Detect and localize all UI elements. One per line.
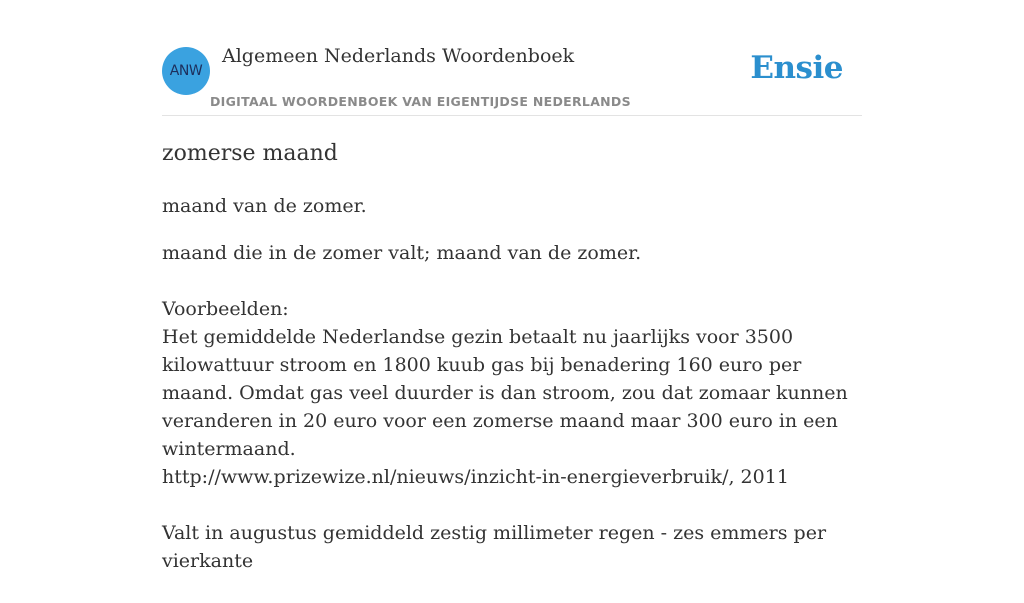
example-text: Het gemiddelde Nederlandse gezin betaalt nu jaarlijks voor 3500 kilowattuur stroom en 1800 kuub gas bij benadering 160 euro per maand. Omdat gas veel duurder is dan stroom, zou dat zomaar kunnen veranderen in 20 euro voor een zomerse maand maar 300 euro in een wintermaand. [162, 326, 848, 460]
main-container [162, 0, 862, 572]
logo-text: ANW [169, 63, 203, 79]
anw-logo[interactable] [162, 47, 210, 95]
entry-headword: zomerse maand [162, 141, 338, 166]
site-header [162, 0, 862, 116]
example-text: Valt in augustus gemiddeld zestig millimeter regen - zes emmers per vierkante [162, 522, 827, 572]
examples-label: Voorbeelden: [162, 298, 289, 320]
example-item [162, 323, 862, 491]
examples-section [162, 295, 862, 603]
ensie-brand-logo[interactable]: Ensie [750, 50, 843, 86]
long-definition: maand die in de zomer valt; maand van de zomer. [162, 242, 642, 264]
site-title[interactable]: Algemeen Nederlands Woordenboek [222, 45, 575, 67]
example-source: http://www.prizewize.nl/nieuws/inzicht-in-energieverbruik/, 2011 [162, 466, 789, 488]
site-subtitle: DIGITAAL WOORDENBOEK VAN EIGENTIJDSE NEDERLANDS [210, 94, 631, 109]
example-item [162, 519, 862, 575]
short-definition: maand van de zomer. [162, 195, 367, 217]
